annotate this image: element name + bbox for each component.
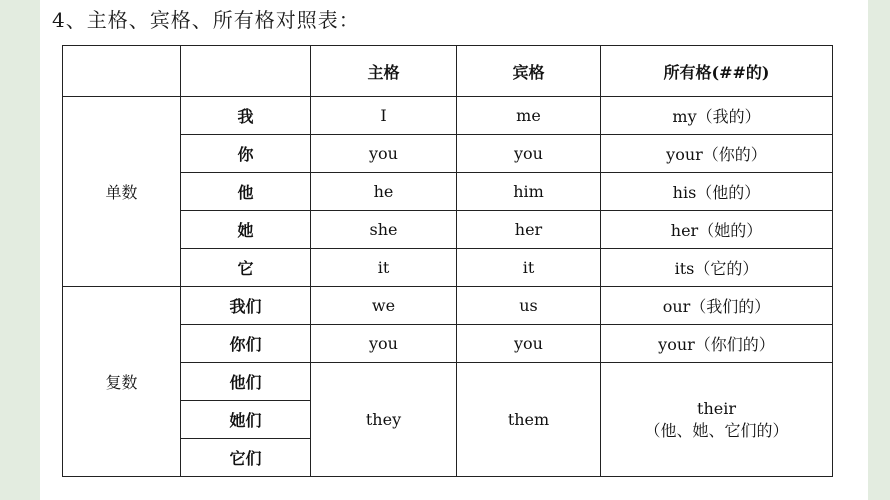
subject-cell: you bbox=[311, 135, 457, 173]
subject-cell: you bbox=[311, 325, 457, 363]
subject-cell: we bbox=[311, 287, 457, 325]
object-cell: it bbox=[457, 249, 601, 287]
pronoun-cell: 你 bbox=[181, 135, 311, 173]
possessive-cell: my（我的） bbox=[601, 97, 833, 135]
pronoun-cell: 它们 bbox=[181, 439, 311, 477]
possessive-cell: our（我们的） bbox=[601, 287, 833, 325]
table-header-row bbox=[63, 46, 833, 97]
subject-cell: she bbox=[311, 211, 457, 249]
object-cell: you bbox=[457, 325, 601, 363]
they-possessive-cell bbox=[601, 363, 833, 477]
pronoun-cell: 它 bbox=[181, 249, 311, 287]
pronoun-cell: 她 bbox=[181, 211, 311, 249]
they-possessive-line2: （他、她、它们的） bbox=[644, 420, 789, 440]
object-cell: her bbox=[457, 211, 601, 249]
object-cell: me bbox=[457, 97, 601, 135]
possessive-cell: her（她的） bbox=[601, 211, 833, 249]
pronoun-cell: 我 bbox=[181, 97, 311, 135]
object-cell: him bbox=[457, 173, 601, 211]
subject-cell: he bbox=[311, 173, 457, 211]
table-row bbox=[63, 97, 833, 135]
subject-cell: it bbox=[311, 249, 457, 287]
page-title: 4、主格、宾格、所有格对照表： bbox=[52, 8, 360, 32]
table-row bbox=[63, 287, 833, 325]
possessive-cell: your（你们的） bbox=[601, 325, 833, 363]
subject-cell: I bbox=[311, 97, 457, 135]
object-cell: you bbox=[457, 135, 601, 173]
they-subject-cell: they bbox=[311, 363, 457, 477]
possessive-cell: its（它的） bbox=[601, 249, 833, 287]
possessive-cell: his（他的） bbox=[601, 173, 833, 211]
header-object: 宾格 bbox=[457, 46, 601, 97]
they-possessive-line1: their bbox=[697, 398, 736, 418]
header-cell-empty bbox=[63, 46, 181, 97]
header-cell-empty bbox=[181, 46, 311, 97]
pronoun-cell: 我们 bbox=[181, 287, 311, 325]
possessive-cell: your（你的） bbox=[601, 135, 833, 173]
header-possessive: 所有格(##的) bbox=[601, 46, 833, 97]
pronoun-table bbox=[62, 45, 833, 477]
pronoun-cell: 你们 bbox=[181, 325, 311, 363]
group-plural: 复数 bbox=[63, 287, 181, 477]
object-cell: us bbox=[457, 287, 601, 325]
pronoun-cell: 他 bbox=[181, 173, 311, 211]
pronoun-cell: 她们 bbox=[181, 401, 311, 439]
group-singular: 单数 bbox=[63, 97, 181, 287]
pronoun-cell: 他们 bbox=[181, 363, 311, 401]
header-subject: 主格 bbox=[311, 46, 457, 97]
they-object-cell: them bbox=[457, 363, 601, 477]
